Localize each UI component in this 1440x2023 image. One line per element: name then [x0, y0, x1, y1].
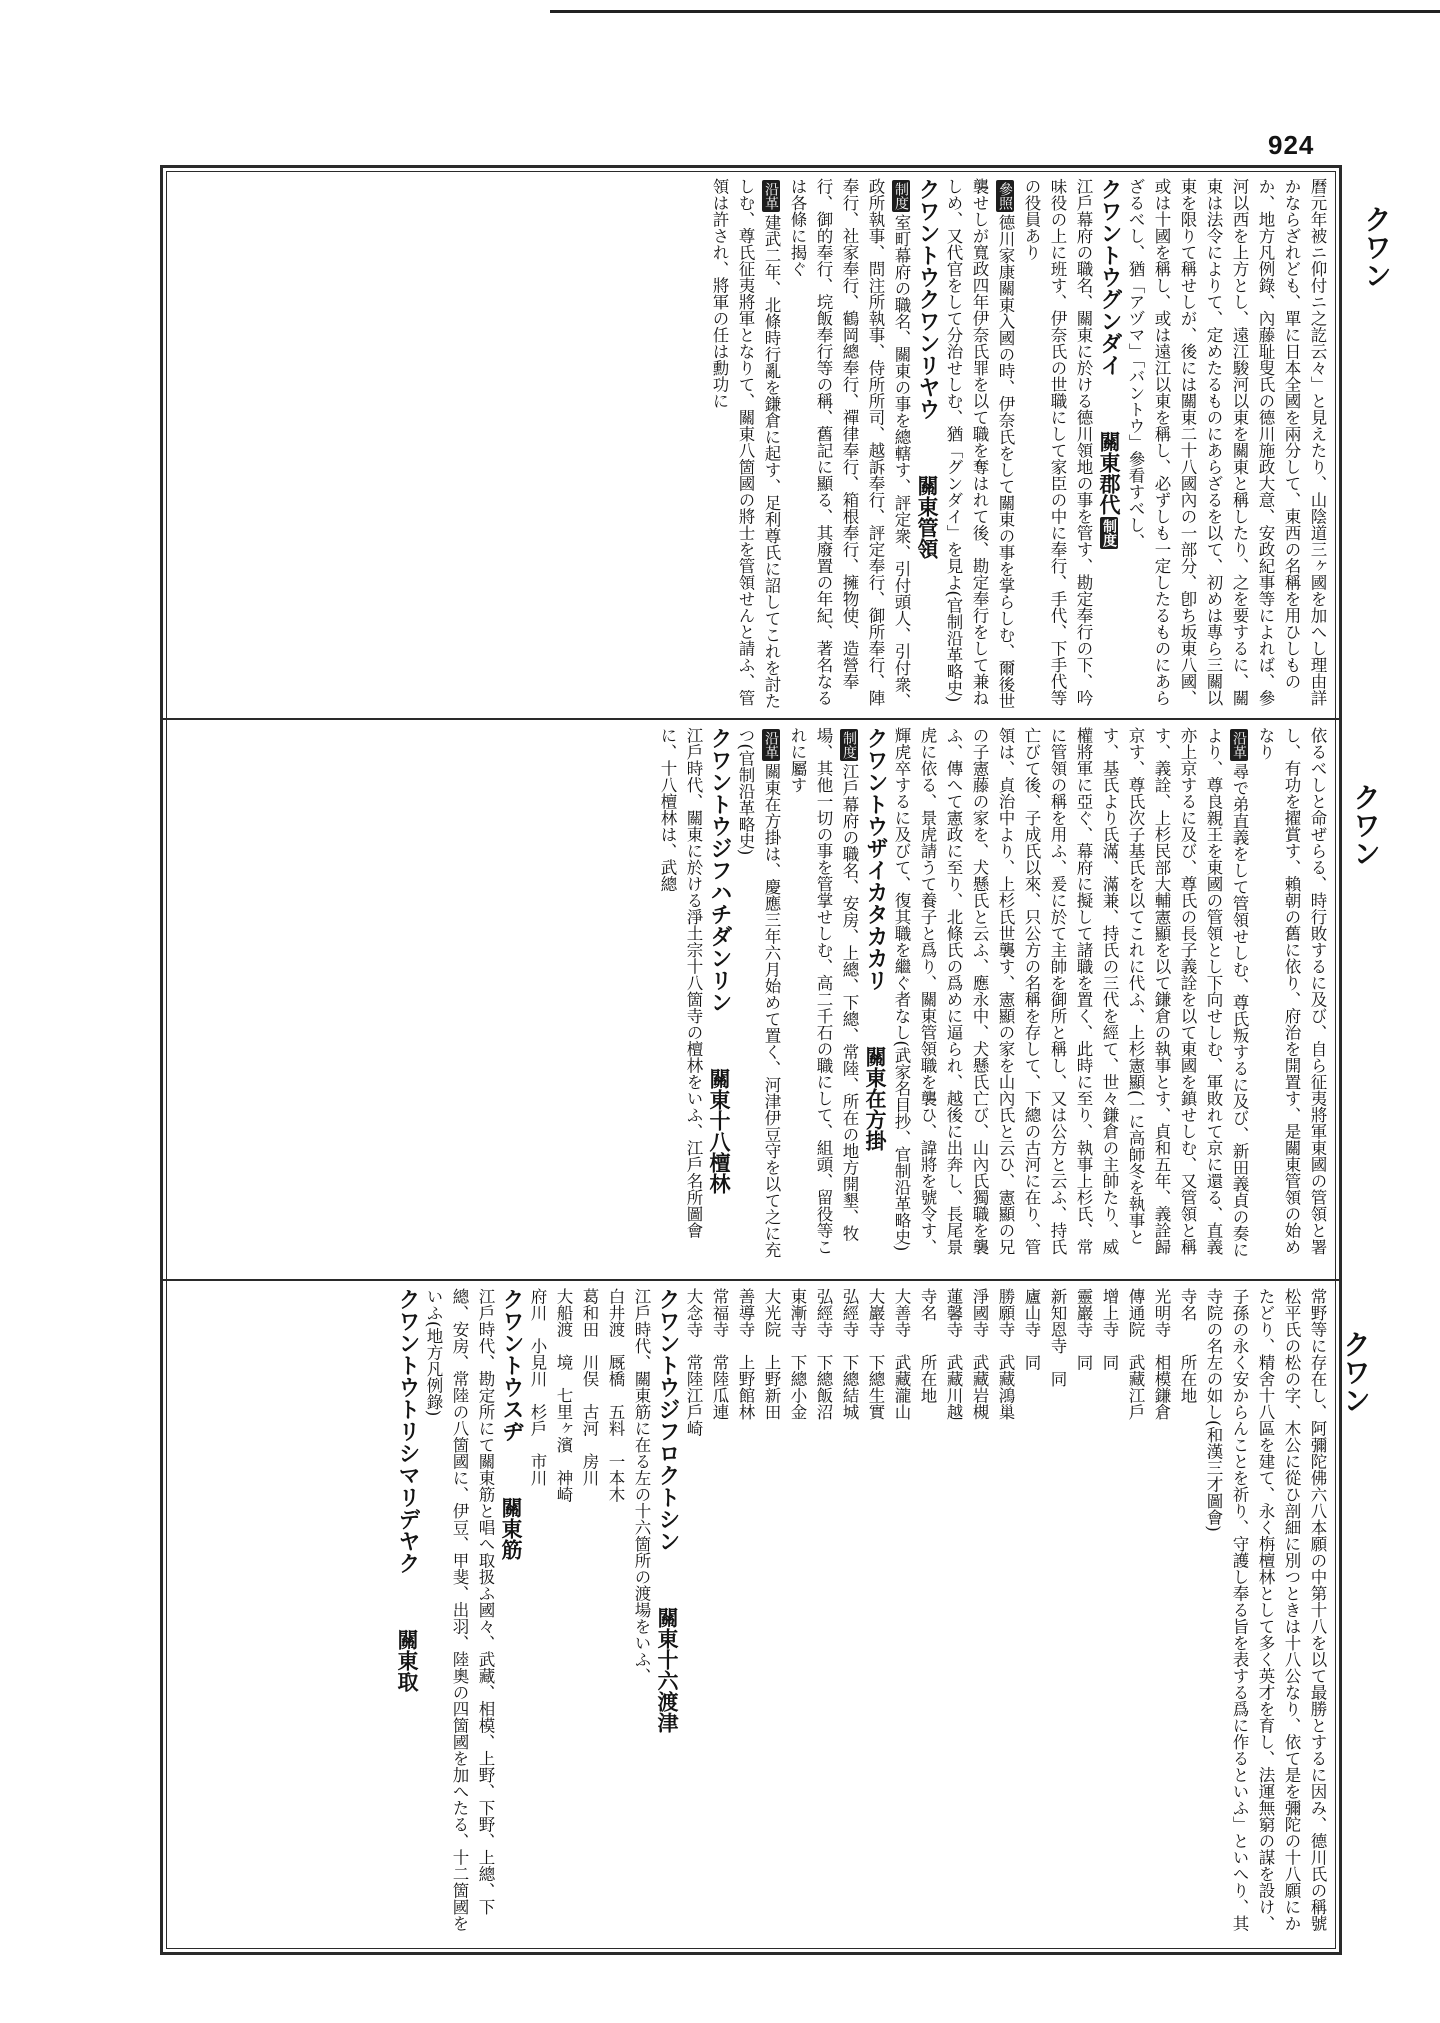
table-row: 傳通院 武藏江戶 — [1126, 1288, 1145, 1420]
headword-gloss: 關東取 — [395, 1608, 420, 1692]
table-row: 白井渡 厩橋 五料 一本木 — [606, 1288, 625, 1503]
headword-kana: クワントウクワンリヤウ — [915, 178, 940, 420]
entry-body: 建武二年、北條時行亂を鎌倉に起す、足利尊氏に詔してこれを討たしむ、尊氏征夷將軍となりて、關東八箇國の將士を管領せんと請ふ、管領は許され、將軍の任は勳功に — [710, 178, 781, 709]
category-tag: 制度 — [841, 731, 857, 759]
headword-kana: クワントウスヂ — [499, 1288, 524, 1442]
top-rule — [550, 10, 1440, 13]
table-row: 大念寺 常陸江戶崎 — [684, 1288, 703, 1437]
table-row: 東漸寺 下總小金 — [788, 1288, 807, 1420]
category-tag: 沿革 — [763, 731, 779, 759]
entry-text — [784, 727, 862, 1271]
table-row: 善導寺 上野館林 — [736, 1288, 755, 1420]
entry-headword — [1096, 178, 1122, 711]
band-divider-2 — [160, 1279, 1342, 1281]
table-header: 寺名 所在地 — [918, 1288, 937, 1404]
table-row: 勝願寺 武藏鴻巢 — [996, 1288, 1015, 1420]
entry-text — [1122, 178, 1330, 711]
table-row: 大船渡 境 七里ヶ濱 神崎 — [554, 1288, 573, 1503]
table-row: 大善寺 武藏瀧山 — [892, 1288, 911, 1420]
band-divider-1 — [160, 718, 1342, 720]
running-head-1: クワン — [1360, 205, 1393, 289]
entry-body: 曆元年被ニ仰付ニ之訖云々」と見えたり、山陰道三ヶ國を加へし理由詳かならざれども、單に日本全國を兩分して、東西の名稱を用ひしものか、地方凡例錄、內藤耻叟氏の德川施政大意、安政紀事等によれば、參河以西を上方とし、遠江駿河以東を關東と稱したり、之を要するに、關東は法令によりて、定めたるものにあらざるを以て、初めは專ら三關以東を限りて稱せしが、後には關東二十八國內の一部分、卽ち坂東八國、或は十國を稱し、或は遠江以東を稱し、必ずしも一定したるものにあらざるべし、猶「アヅマ」「バントウ」參看すべし、 — [1126, 178, 1327, 706]
table-row: 大光院 上野新田 — [762, 1288, 781, 1420]
table-row: 光明寺 相模鎌倉 — [1152, 1288, 1171, 1420]
headword-gloss: 關東郡代 — [1097, 410, 1122, 515]
entry-text — [940, 178, 1018, 711]
headword-kana: クワントウザイカタカカリ — [863, 727, 888, 991]
table-row: 靈巖寺 同 — [1074, 1288, 1093, 1371]
table-row: 蓮馨寺 武藏川越 — [944, 1288, 963, 1420]
band-bottom — [172, 1288, 1330, 1944]
entry-text — [784, 178, 914, 711]
entry-body: 江戶時代、關東に於ける淨土宗十八箇寺の檀林をいふ、江戶名所圖會に、十八檀林は、武總 — [658, 727, 703, 1239]
category-tag: 參照 — [997, 182, 1013, 210]
table-row: 弘經寺 下總飯沼 — [814, 1288, 833, 1420]
entry-headword — [862, 727, 888, 1271]
table-row: 大巖寺 下總生實 — [866, 1288, 885, 1420]
entry-headword — [914, 178, 940, 711]
headword-gloss: 關東管領 — [915, 454, 940, 559]
headword-gloss: 關東十六渡津 — [655, 1586, 680, 1733]
category-tag: 制度 — [893, 182, 909, 210]
table-row: 弘經寺 下總結城 — [840, 1288, 859, 1420]
entry-body: 江戶時代、關東筋に在る左の十六箇所の渡場をいふ、 — [632, 1288, 651, 1684]
entry-body: 江戶幕府の職名、安房、上總、下總、常陸、所在の地方開墾、牧場、其他一切の事を管掌せしむ、高二千石の職にして、組頭、留役等これに屬す — [788, 727, 859, 1255]
band-bottom-column — [250, 1288, 1330, 1944]
headword-kana: クワントウグンダイ — [1097, 178, 1122, 376]
entry-body: 常野等に存在し、阿彌陀佛六八本願の中第十八を以て最勝とするに因み、德川氏の稱號松平氏の松の字、木公に從ひ剖細に別つときは十八公なり、依て是を彌陀の十八願にかたどり、精舍十八區を建て、永く栴檀林として多く英才を育し、法運無窮の謀を設け、子孫の永く安からんことを祈り、守護し奉る旨を表する爲に作るといふ」といへり、其寺院の名左の如し(和漢三才圖會) — [1204, 1288, 1327, 1932]
entry-table — [940, 1288, 1200, 1944]
band-middle-column — [250, 727, 1330, 1271]
page-number: 924 — [1268, 130, 1315, 160]
entry-body: 關東在方掛は、慶應三年六月始めて置く、河津伊豆守を以て之に充つ(官制沿革略史) — [736, 727, 781, 1258]
category-tag: 沿革 — [1231, 731, 1247, 759]
entry-body: 德川家康關東入國の時、伊奈氏をして關東の事を掌らしむ、爾後世襲せしが寬政四年伊奈氏罪を以て職を奪はれて後、勘定奉行をして兼ねしめ、又代官をして分治せしむ、猶「グンダイ」を見よ(官制沿革略史) — [944, 178, 1015, 709]
entry-text — [1018, 178, 1096, 711]
headword-gloss: 關東在方掛 — [863, 1025, 888, 1151]
table-row: 府川 小見川 杉戶 市川 — [528, 1288, 547, 1486]
headword-gloss: 關東十八檀林 — [707, 1047, 732, 1194]
entry-headword — [498, 1288, 524, 1944]
entry-text — [1252, 727, 1330, 1271]
running-head-2: クワン — [1349, 783, 1382, 867]
headword-kana: クワントウジフハチダンリン — [707, 727, 732, 1013]
entry-headword — [706, 727, 732, 1271]
band-top-column — [250, 178, 1330, 711]
entry-text — [654, 727, 706, 1271]
table-row: 常福寺 常陸瓜連 — [710, 1288, 729, 1420]
table-row: 淨國寺 武藏岩槻 — [970, 1288, 989, 1420]
headword-kana: クワントウジフロクトシン — [655, 1288, 680, 1552]
category-tag: 沿革 — [763, 182, 779, 210]
headword-gloss: 關東筋 — [499, 1476, 524, 1560]
entry-text — [628, 1288, 654, 1944]
entry-text — [420, 1288, 498, 1944]
entry-body: 依るべしと命ぜらる、時行敗するに及び、自ら征夷將軍東國の管領と署し、有功を擢賞す、賴朝の舊に依り、府治を開置す、是關東管領の始めなり — [1256, 727, 1327, 1255]
entry-text — [1200, 1288, 1330, 1944]
table-row: 廬山寺 同 — [1022, 1288, 1041, 1371]
entry-body: 江戶時代、勘定所にて關東筋と唱へ取扱ふ國々、武藏、相模、上野、下野、上總、下總、安房、常陸の八箇國に、伊豆、甲斐、出羽、陸奧の四箇國を加へたる、十二箇國をいふ(地方凡例錄) — [424, 1288, 495, 1932]
entry-text — [706, 178, 784, 711]
table-row: 葛和田 川俣 古河 房川 — [580, 1288, 599, 1486]
entry-text — [732, 727, 784, 1271]
band-middle — [172, 727, 1330, 1271]
entry-table — [680, 1288, 940, 1944]
entry-table — [524, 1288, 628, 1944]
entry-text — [888, 727, 1252, 1271]
entry-body: 尋で弟直義をして管領せしむ、尊氏叛するに及び、新田義貞の奏により、尊良親王を東國の管領とし下向せしむ、軍敗れて京に還る、直義亦上京するに及び、尊氏の長子義詮を以て東國を鎮せしむ、又管領と稱す、義詮、上杉民部大輔憲顯を以て鎌倉の執事とす、貞和五年、義詮歸京す、尊氏次子基氏を以てこれに代ふ、上杉憲顯(一に高師冬を執事とす、基氏より氏滿、滿兼、持氏の三代を經て、世々鎌倉の主帥たり、威權將軍に亞ぐ、幕府に擬して諸職を置く、此時に至り、執事上杉氏、常に管領の稱を用ふ、爰に於て主帥を御所と稱し、又は公方と云ふ、持氏亡びて後、子成氏以來、只公方の名稱を存して、下總の古河に在り、管領は、貞治中より、上杉氏世襲す、憲顯の家を山內氏と云ひ、憲顯の兄の子憲藤の家を、犬懸氏と云ふ、應永中、犬懸氏亡び、山內氏獨職を襲ふ、傳へて憲政に至り、北條氏の爲めに逼られ、越後に出奔し、長尾景虎に依る、景虎請うて養子と爲り、關東管領職を襲ひ、諱將を號令す、輝虎卒するに及びて、復其職を繼ぐ者なし(武家名目抄、官制沿革略史) — [892, 727, 1249, 1258]
entry-headword — [654, 1288, 680, 1944]
entry-body: 室町幕府の職名、關東の事を總轄す、評定衆、引付頭人、引付衆、政所執事、問注所執事、侍所所司、越訴奉行、評定奉行、御所奉行、陣奉行、社家奉行、鶴岡總奉行、禪律奉行、箱根奉行、擁物使、造營奉行、御的奉行、垸飯奉行等の稱、舊記に顯る、其廢置の年紀、著名なるは各條に揭ぐ — [788, 178, 911, 709]
running-head-3: クワン — [1339, 1330, 1372, 1414]
table-header: 寺名 所在地 — [1178, 1288, 1197, 1404]
table-row: 新知恩寺 同 — [1048, 1288, 1067, 1387]
category-tag: 制度 — [1101, 519, 1117, 547]
band-top — [172, 178, 1330, 711]
table-row: 增上寺 同 — [1100, 1288, 1119, 1371]
entry-body: 江戶幕府の職名、關東に於ける德川領地の事を管す、勘定奉行の下、吟味役の上に班す、伊奈氏の世職にして家臣の中に奉行、手代、下手代等の役員あり — [1022, 178, 1093, 706]
headword-kana: クワントウトリシマリデヤク — [395, 1288, 420, 1574]
entry-headword — [394, 1288, 420, 1944]
